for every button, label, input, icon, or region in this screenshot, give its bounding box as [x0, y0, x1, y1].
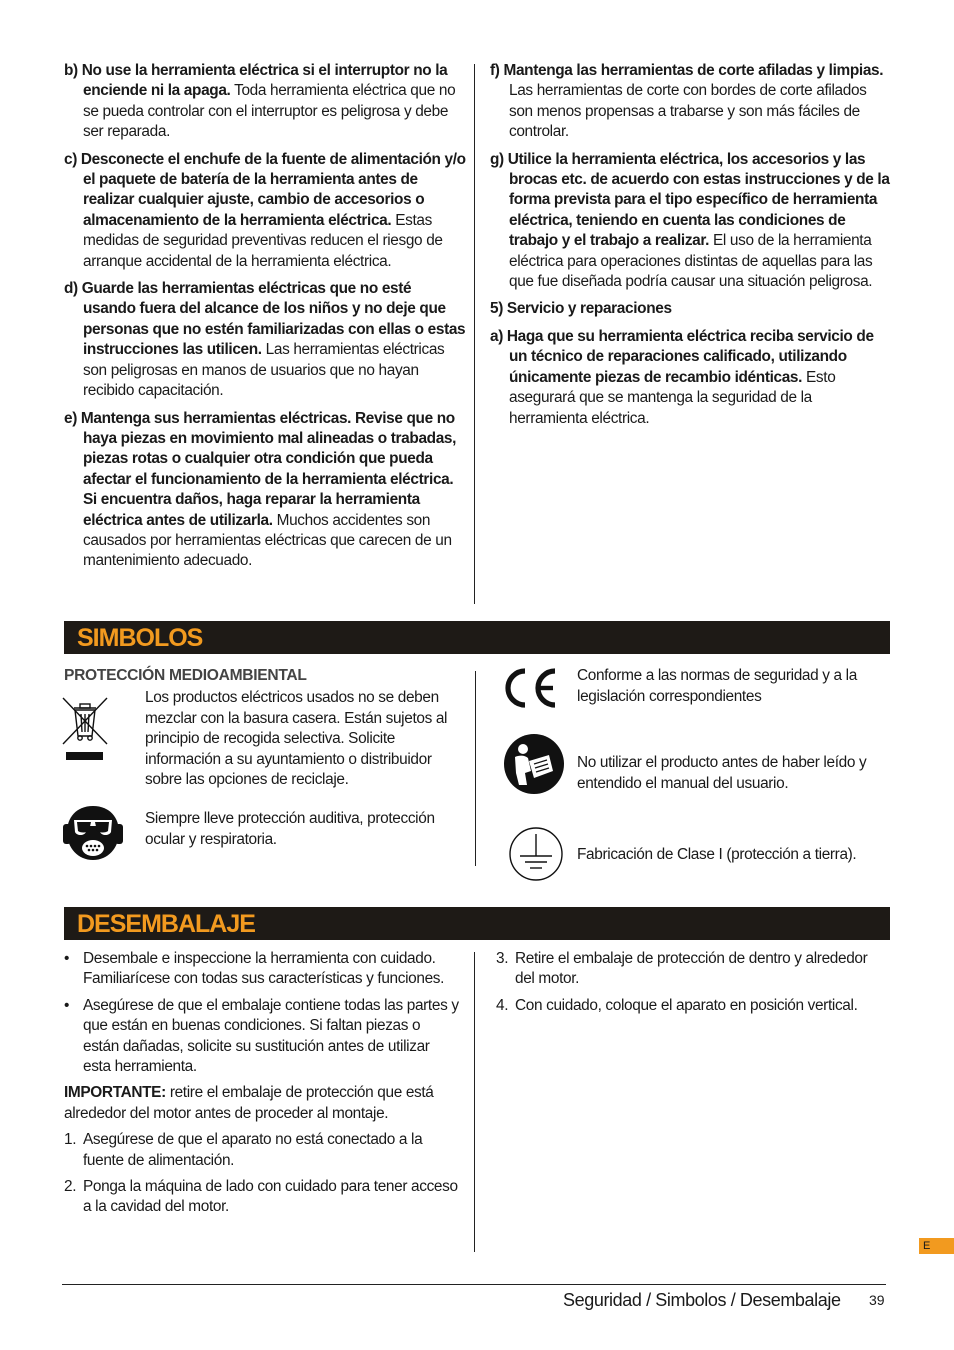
environment-heading: PROTECCIÓN MEDIOAMBIENTAL	[64, 667, 307, 684]
page-number: 39	[869, 1292, 885, 1308]
earth-text: Fabricación de Clase I (protección a tierra).	[577, 846, 857, 863]
ppe-text: Siempre lleve protección auditiva, protección ocular y respiratoria.	[145, 810, 435, 848]
manual-text: No utilizar el producto antes de haber leído y entendido el manual del usuario.	[577, 754, 867, 792]
list-item: 1. Asegúrese de que el aparato no está conectado a la fuente de alimentación.	[64, 1131, 423, 1169]
safety-item-g: g) Utilice la herramienta eléctrica, los accesorios y las brocas etc. de acuerdo con estas instrucciones y de la forma prevista para el tipo específico de herramienta eléctrica, teniendo en cuenta las condiciones de trabajo y el trabajo a realizar. El uso de la herramienta eléctrica para operaciones distintas de aquellas para las que fue diseñada podría causar una situación peligrosa.	[490, 150, 890, 291]
unpacking-divider	[474, 952, 475, 1252]
safety-item-c: c) Desconecte el enchufe de la fuente de alimentación y/o el paquete de batería de la herramienta antes de realizar cualquier ajuste, cambio de accesorios o almacenamiento de la herramienta eléctrica. Estas medidas de seguridad preventivas reducen el riesgo de arranque accidental de la herramienta eléctrica.	[64, 150, 466, 270]
crossed-bin-icon	[60, 694, 110, 764]
ppe-protection-icon	[62, 802, 124, 864]
symbols-section-bar	[64, 621, 890, 654]
weee-text: Los productos eléctricos usados no se deben mezclar con la basura casera. Están sujetos al principio de recogida selectiva. Solicite información a su ayuntamiento o distribuidor sobre las opciones de reciclaje.	[145, 689, 448, 788]
safety-right-column	[490, 61, 890, 436]
unpacking-left-column	[64, 949, 460, 1224]
unpacking-right-column	[496, 949, 890, 1022]
list-item: 2. Ponga la máquina de lado con cuidado para tener acceso a la cavidad del motor.	[64, 1178, 458, 1216]
safety-item-d: d) Guarde las herramientas eléctricas que no esté usando fuera del alcance de los niños y no deje que personas que no estén familiarizadas con ellas o estas instrucciones las utilicen. Las herramientas eléctricas son peligrosas en manos de usuarios que no hayan recibido capacitación.	[64, 280, 466, 400]
symbols-divider	[475, 671, 476, 866]
list-item: • Asegúrese de que el embalaje contiene todas las partes y que están en buenas condiciones. Si faltan piezas o están dañadas, solicite su sustitución antes de utilizar esta herramienta.	[64, 996, 460, 1078]
language-tab: E	[919, 1238, 954, 1254]
protective-earth-icon	[508, 826, 564, 882]
unpacking-bullets	[64, 949, 460, 1077]
unpacking-section-bar	[64, 907, 890, 940]
unpacking-steps-right	[496, 949, 890, 1016]
symbols-title: SIMBOLOS	[77, 624, 203, 652]
list-item: • Desembale e inspeccione la herramienta con cuidado. Familiarícese con todas sus características y funciones.	[64, 949, 460, 990]
read-manual-icon	[503, 733, 565, 795]
service-heading: 5) Servicio y reparaciones	[490, 300, 672, 318]
safety-left-column	[64, 61, 466, 579]
safety-item-f: f) Mantenga las herramientas de corte afiladas y limpias. Las herramientas de corte con bordes de corte afilados son menos propensas a trabarse y son más fáciles de controlar.	[490, 62, 884, 141]
ce-mark-icon	[499, 665, 559, 711]
service-item-a: a) Haga que su herramienta eléctrica reciba servicio de un técnico de reparaciones calificado, utilizando únicamente piezas de recambio idénticas. Esto asegurará que se mantenga la seguridad de la herramienta eléctrica.	[490, 327, 874, 427]
important-note: IMPORTANTE: retire el embalaje de protección que está alrededor del motor antes de proceder al montaje.	[64, 1084, 434, 1122]
footer-section-title: Seguridad / Simbolos / Desembalaje	[563, 1290, 841, 1310]
list-item: 3. Retire el embalaje de protección de dentro y alrededor del motor.	[496, 950, 868, 988]
ce-text: Conforme a las normas de seguridad y a la legislación correspondientes	[577, 667, 857, 705]
column-divider	[474, 64, 475, 604]
safety-item-e: e) Mantenga sus herramientas eléctricas. Revise que no haya piezas en movimiento mal alineadas o trabadas, piezas rotas o cualquier otra condición que pueda afectar el funcionamiento de la herramienta eléctrica. Si encuentra daños, haga reparar la herramienta eléctrica antes de utilizarla. Muchos accidentes son causados por herramientas eléctricas que carecen de un mantenimiento adecuado.	[64, 409, 457, 570]
unpacking-title: DESEMBALAJE	[77, 910, 255, 938]
list-item: 4. Con cuidado, coloque el aparato en posición vertical.	[496, 996, 858, 1014]
safety-item-b: b) No use la herramienta eléctrica si el interruptor no la enciende ni la apaga. Toda herramienta eléctrica que no se pueda controlar con el interruptor es peligrosa y debe ser reparada.	[64, 62, 456, 141]
unpacking-steps-left	[64, 1130, 460, 1218]
footer-rule	[62, 1284, 886, 1285]
